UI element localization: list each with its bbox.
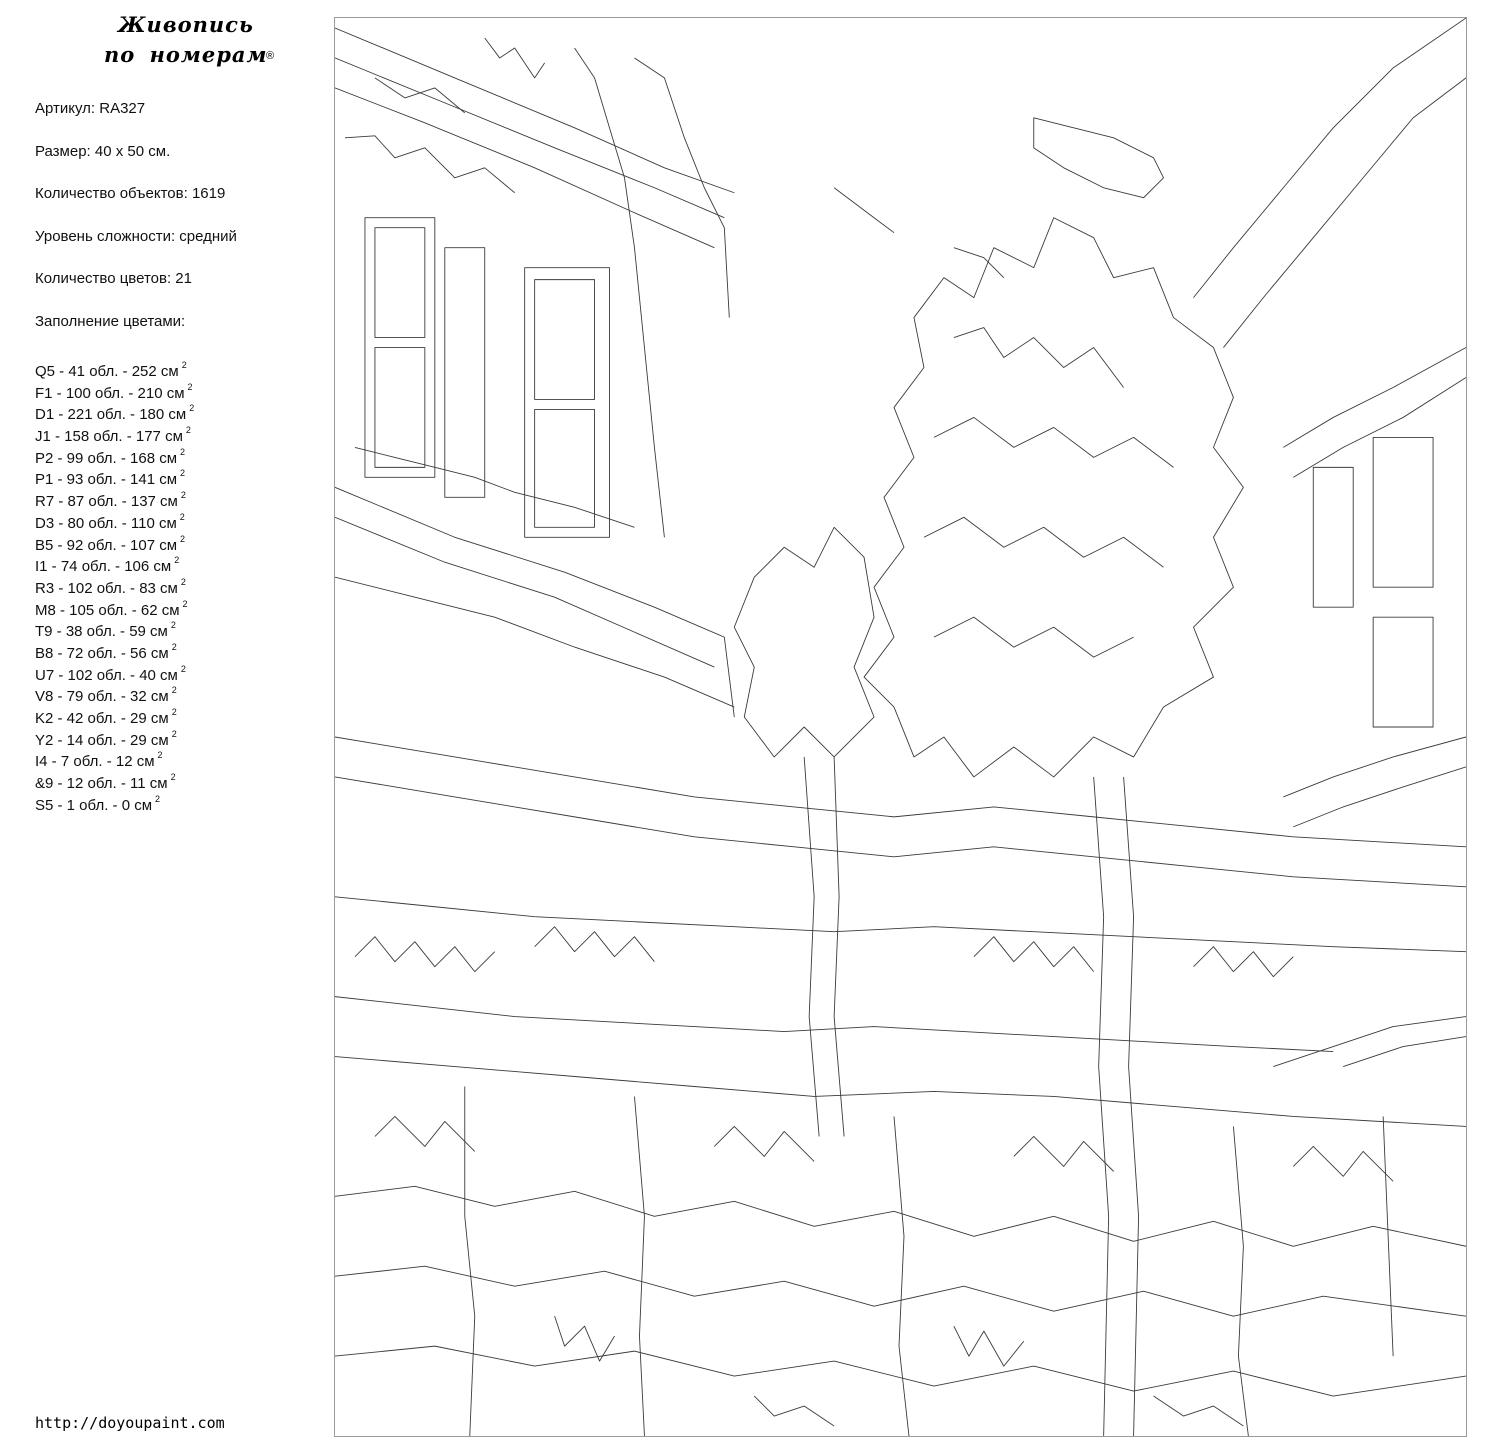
color-fill-row: Y2 - 14 обл. - 29 см $^2$ xyxy=(35,728,177,749)
color-fill-row: F1 - 100 обл. - 210 см $^2$ xyxy=(35,381,193,402)
color-fill-row: M8 - 105 обл. - 62 см $^2$ xyxy=(35,598,188,619)
color-fill-row: I4 - 7 обл. - 12 см $^2$ xyxy=(35,750,163,771)
color-fill-row: B5 - 92 обл. - 107 см $^2$ xyxy=(35,533,186,554)
color-fill-row: B8 - 72 обл. - 56 см $^2$ xyxy=(35,641,177,662)
window-2 xyxy=(525,268,610,538)
fill-heading: Заполнение цветами: xyxy=(35,312,186,330)
outline-drawing xyxy=(335,18,1466,1436)
color-fill-row: D3 - 80 обл. - 110 см $^2$ xyxy=(35,511,185,532)
color-fill-row: J1 - 158 обл. - 177 см $^2$ xyxy=(35,425,191,446)
website-url: http://doyoupaint.com xyxy=(35,1414,225,1432)
product-info xyxy=(35,100,325,356)
color-fill-row: Q5 - 41 обл. - 252 см $^2$ xyxy=(35,360,187,380)
color-fill-row: R7 - 87 обл. - 137 см $^2$ xyxy=(35,490,186,511)
brand-title-line-2: по номерам xyxy=(104,42,268,67)
color-fill-row: R3 - 102 обл. - 83 см $^2$ xyxy=(35,576,186,597)
right-window-1 xyxy=(1373,437,1433,587)
tree-canopy-center xyxy=(734,527,874,757)
canvas-size: Размер: 40 х 50 см. xyxy=(35,142,171,160)
color-fill-row: D1 - 221 обл. - 180 см $^2$ xyxy=(35,403,195,424)
object-count: Количество объектов: 1619 xyxy=(35,185,226,203)
color-fill-row: T9 - 38 обл. - 59 см $^2$ xyxy=(35,620,176,641)
color-count: Количество цветов: 21 xyxy=(35,270,192,288)
window-3 xyxy=(445,248,485,498)
market-stall xyxy=(335,1057,1466,1127)
color-fill-row: U7 - 102 обл. - 40 см $^2$ xyxy=(35,663,186,684)
cloud-shape xyxy=(1034,118,1164,198)
registered-mark: ® xyxy=(266,50,275,62)
color-fill-row: &9 - 12 обл. - 11 см $^2$ xyxy=(35,772,176,793)
color-fill-row: S5 - 1 обл. - 0 см $^2$ xyxy=(35,793,161,814)
article-number: Артикул: RA327 xyxy=(35,100,146,117)
color-fill-row: V8 - 79 обл. - 32 см $^2$ xyxy=(35,685,177,706)
brand-title-line-1: Живопись xyxy=(118,12,254,37)
color-fill-list xyxy=(35,357,325,812)
paint-by-numbers-outline xyxy=(334,17,1467,1437)
color-fill-row: P2 - 99 обл. - 168 см $^2$ xyxy=(35,446,186,467)
color-fill-row: P1 - 93 обл. - 141 см $^2$ xyxy=(35,468,186,489)
color-fill-row: K2 - 42 обл. - 29 см $^2$ xyxy=(35,707,177,727)
tree-canopy-right xyxy=(864,218,1243,777)
difficulty-level: Уровень сложности: средний xyxy=(35,227,237,245)
tree-trunk xyxy=(1094,777,1109,1436)
right-building-roofline xyxy=(1193,18,1466,298)
brand-logo xyxy=(96,10,296,70)
color-fill-row: I1 - 74 обл. - 106 см $^2$ xyxy=(35,555,180,576)
